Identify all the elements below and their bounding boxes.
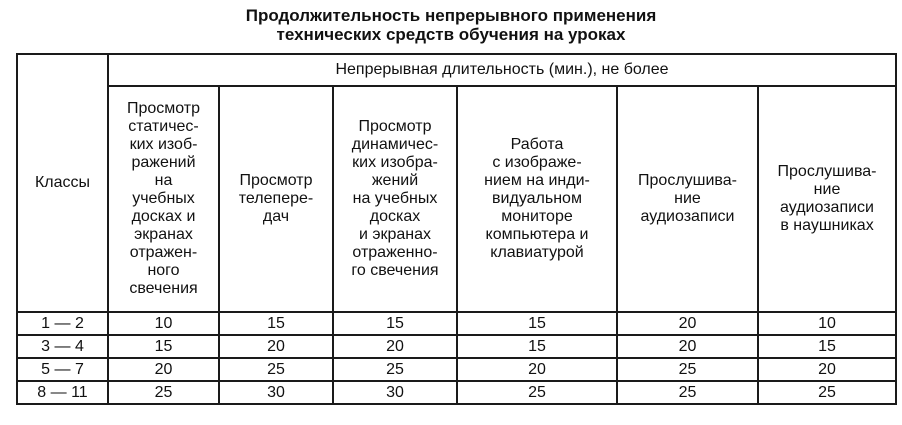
table-row <box>17 335 896 358</box>
grade-cell: 1 — 2 <box>17 312 108 335</box>
duration-cell: 20 <box>333 335 457 358</box>
table-body <box>17 312 896 404</box>
duration-cell: 20 <box>108 358 219 381</box>
column-header-audio: Прослушива- ние аудиозаписи <box>617 86 758 312</box>
duration-cell: 15 <box>457 335 617 358</box>
duration-cell: 30 <box>333 381 457 404</box>
duration-cell: 25 <box>758 381 896 404</box>
column-header-tv: Просмотр телепере- дач <box>219 86 333 312</box>
document-title <box>0 6 902 44</box>
table-header-columns-row <box>17 86 896 312</box>
duration-cell: 25 <box>108 381 219 404</box>
duration-cell: 25 <box>617 381 758 404</box>
grades-header: Классы <box>17 54 108 312</box>
grade-cell: 3 — 4 <box>17 335 108 358</box>
duration-cell: 25 <box>219 358 333 381</box>
duration-cell: 25 <box>457 381 617 404</box>
table-row <box>17 358 896 381</box>
column-header-static-images: Просмотр статичес- ких изоб- ражений на учебных досках и экранах отражен- ного свечения <box>108 86 219 312</box>
duration-cell: 20 <box>219 335 333 358</box>
grade-cell: 8 — 11 <box>17 381 108 404</box>
table-row <box>17 312 896 335</box>
duration-cell: 30 <box>219 381 333 404</box>
duration-table <box>16 53 897 405</box>
title-line-2: технических средств обучения на уроках <box>276 25 626 44</box>
duration-cell: 20 <box>457 358 617 381</box>
table-row <box>17 381 896 404</box>
duration-cell: 20 <box>617 335 758 358</box>
duration-cell: 10 <box>108 312 219 335</box>
title-line-1: Продолжительность непрерывного применения <box>245 6 657 25</box>
column-header-computer-work: Работа с изображе- нием на инди- видуальном мониторе компьютера и клавиатурой <box>457 86 617 312</box>
duration-cell: 20 <box>758 358 896 381</box>
duration-cell: 10 <box>758 312 896 335</box>
duration-cell: 25 <box>617 358 758 381</box>
duration-cell: 15 <box>758 335 896 358</box>
duration-cell: 15 <box>333 312 457 335</box>
duration-group-header: Непрерывная длительность (мин.), не более <box>108 54 896 86</box>
duration-cell: 15 <box>108 335 219 358</box>
column-header-dynamic-images: Просмотр динамичес- ких изобра- жений на учебных досках и экранах отраженно- го свечения <box>333 86 457 312</box>
duration-cell: 20 <box>617 312 758 335</box>
column-header-audio-headphones: Прослушива- ние аудиозаписи в наушниках <box>758 86 896 312</box>
duration-cell: 25 <box>333 358 457 381</box>
duration-cell: 15 <box>457 312 617 335</box>
duration-cell: 15 <box>219 312 333 335</box>
table-header-group-row <box>17 54 896 86</box>
grade-cell: 5 — 7 <box>17 358 108 381</box>
